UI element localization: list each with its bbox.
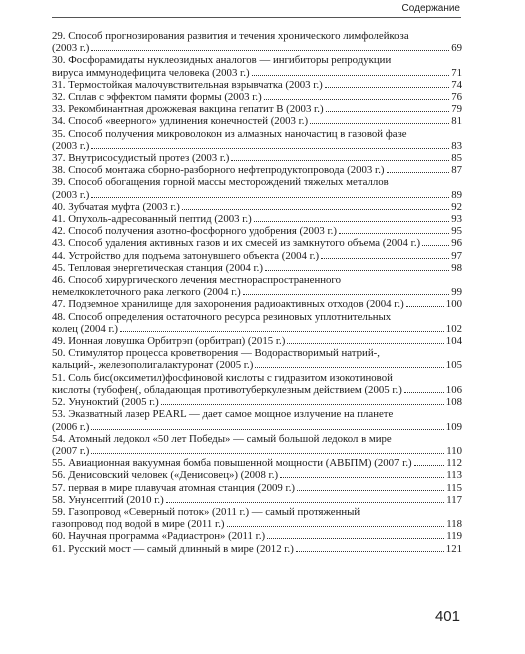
toc-entry-title-line: кальций-, железополигалактуронат (2005 г.) xyxy=(52,359,254,372)
toc-page-number: 100 xyxy=(445,298,462,311)
toc-page-number: 81 xyxy=(451,115,462,128)
running-header xyxy=(0,0,525,18)
dot-leader xyxy=(339,233,449,234)
toc-page-number: 98 xyxy=(451,261,462,274)
toc-entry[interactable] xyxy=(52,176,462,200)
toc-entry[interactable] xyxy=(52,79,462,91)
toc-entry[interactable] xyxy=(52,530,462,542)
toc-entry-title-line: 50. Стимулятор процесса кроветворения — Водорастворимый натрий-, xyxy=(52,347,380,360)
toc-entry-last-line xyxy=(52,323,462,335)
toc-entry[interactable] xyxy=(52,408,462,432)
toc-entry-title-line: немелкоклеточного рака легкого (2004 г.) xyxy=(52,286,241,299)
toc-entry-last-line xyxy=(52,67,462,79)
dot-leader xyxy=(243,294,449,295)
toc-entry[interactable] xyxy=(52,103,462,115)
toc-entry-title-line: (2006 г.) xyxy=(52,420,90,433)
toc-page-number: 69 xyxy=(451,42,462,55)
toc-entry-title-line: 55. Авиационная вакуумная бомба повышенной мощности (АВБПМ) (2007 г.) xyxy=(52,457,412,470)
toc-page-number: 89 xyxy=(451,188,462,201)
toc-page-number: 76 xyxy=(451,91,462,104)
toc-entry-title-line: 40. Зубчатая муфта (2003 г.) xyxy=(52,200,180,213)
toc-entry-last-line xyxy=(52,396,462,408)
dot-leader xyxy=(310,123,449,124)
toc-entry[interactable] xyxy=(52,30,462,54)
toc-entry-last-line xyxy=(52,164,462,176)
toc-entry[interactable] xyxy=(52,164,462,176)
toc-entry[interactable] xyxy=(52,469,462,481)
toc-entry-title-line: колец (2004 г.) xyxy=(52,322,119,335)
toc-entry[interactable] xyxy=(52,482,462,494)
toc-entry-title-line: 51. Соль бис(оксиметил)фосфиновой кислоты с гидразитом изокотиновой xyxy=(52,371,393,384)
toc-entry-last-line xyxy=(52,482,462,494)
toc-entry-last-line xyxy=(52,213,462,225)
toc-entry-title-line: (2003 г.) xyxy=(52,42,90,55)
toc-entry-title-line: 48. Способ определения остаточного ресурса резиновых уплотнительных xyxy=(52,310,392,323)
dot-leader xyxy=(227,526,445,527)
toc-entry-title-line: 39. Способ обогащения горной массы месторождений тяжелых металлов xyxy=(52,176,389,189)
dot-leader xyxy=(161,404,444,405)
page-number: 401 xyxy=(434,608,460,625)
toc-entry-title-line: 58. Унунсептий (2010 г.) xyxy=(52,493,164,506)
dot-leader xyxy=(287,343,443,344)
dot-leader xyxy=(255,367,443,368)
dot-leader xyxy=(91,148,449,149)
toc-entry-last-line xyxy=(52,140,462,152)
toc-entry-title-line: 45. Тепловая энергетическая станция (2004 г.) xyxy=(52,261,263,274)
toc-entry-last-line xyxy=(52,457,462,469)
toc-entry-last-line xyxy=(52,250,462,262)
toc-page-number: 79 xyxy=(451,103,462,116)
toc-entry[interactable] xyxy=(52,433,462,457)
toc-entry-last-line xyxy=(52,262,462,274)
dot-leader xyxy=(91,453,444,454)
toc-page-number: 108 xyxy=(445,396,462,409)
toc-entry-last-line xyxy=(52,201,462,213)
toc-entry-last-line xyxy=(52,103,462,115)
toc-entry[interactable] xyxy=(52,262,462,274)
toc-entry-last-line xyxy=(52,286,462,298)
dot-leader xyxy=(325,87,449,88)
toc-entry[interactable] xyxy=(52,250,462,262)
toc-entry[interactable] xyxy=(52,237,462,249)
toc-page-number: 105 xyxy=(445,359,462,372)
toc-entry[interactable] xyxy=(52,311,462,335)
dot-leader xyxy=(120,331,444,332)
toc-entry[interactable] xyxy=(52,152,462,164)
dot-leader xyxy=(166,502,444,503)
toc-entry-last-line xyxy=(52,79,462,91)
dot-leader xyxy=(231,160,449,161)
toc-entry-last-line xyxy=(52,152,462,164)
dot-leader xyxy=(321,258,449,259)
toc-entry-last-line xyxy=(52,225,462,237)
dot-leader xyxy=(280,477,444,478)
toc-entry-last-line xyxy=(52,91,462,103)
toc-entry-title-line: 32. Сплав с эффектом памяти формы (2003 г.) xyxy=(52,91,262,104)
toc-entry-last-line xyxy=(52,421,462,433)
toc-page-number: 117 xyxy=(446,493,462,506)
toc-entry-title-line: 44. Устройство для подъема затонувшего объекта (2004 г.) xyxy=(52,249,320,262)
dot-leader xyxy=(254,221,449,222)
toc-entry-title-line: 47. Подземное хранилище для захоронения радиоактивных отходов (2004 г.) xyxy=(52,298,404,311)
section-title: Содержание xyxy=(401,3,460,14)
toc-entry-last-line xyxy=(52,384,462,396)
toc-page-number: 112 xyxy=(446,457,462,470)
toc-entry-title-line: 37. Внутрисосудистый протез (2003 г.) xyxy=(52,152,230,165)
toc-entry-title-line: 38. Способ монтажа сборно-разборного нефтепродуктопровода (2003 г.) xyxy=(52,164,385,177)
toc-entry-last-line xyxy=(52,530,462,542)
toc-page-number: 93 xyxy=(451,213,462,226)
toc-entry-title-line: 57. первая в мире плавучая атомная станция (2009 г.) xyxy=(52,481,296,494)
toc-page-number: 85 xyxy=(451,152,462,165)
toc-entry-title-line: 59. Газопровод «Северный поток» (2011 г.) — самый протяженный xyxy=(52,505,361,518)
toc-page-number: 121 xyxy=(445,542,462,555)
toc-entry-last-line xyxy=(52,518,462,530)
toc-entry-title-line: (2003 г.) xyxy=(52,188,90,201)
dot-leader xyxy=(264,99,449,100)
toc-entry[interactable] xyxy=(52,225,462,237)
toc-page-number: 109 xyxy=(445,420,462,433)
toc-entry-title-line: 46. Способ хирургического лечения местнораспространенного xyxy=(52,274,341,287)
toc-page-number: 119 xyxy=(446,530,462,543)
table-of-contents xyxy=(52,30,462,555)
toc-page-number: 104 xyxy=(445,335,462,348)
toc-entry-last-line xyxy=(52,445,462,457)
toc-entry-title-line: 52. Унуноктий (2005 г.) xyxy=(52,396,159,409)
toc-entry-last-line xyxy=(52,469,462,481)
toc-entry-last-line xyxy=(52,494,462,506)
toc-entry[interactable] xyxy=(52,128,462,152)
toc-entry[interactable] xyxy=(52,494,462,506)
toc-entry-last-line xyxy=(52,237,462,249)
toc-entry[interactable] xyxy=(52,201,462,213)
toc-entry[interactable] xyxy=(52,298,462,310)
toc-entry-title-line: газопровод под водой в мире (2011 г.) xyxy=(52,518,225,531)
toc-page-number: 95 xyxy=(451,225,462,238)
toc-entry[interactable] xyxy=(52,274,462,298)
dot-leader xyxy=(404,392,444,393)
toc-entry-title-line: 29. Способ прогнозирования развития и течения хронического лимфолейкоза xyxy=(52,30,409,42)
toc-entry[interactable] xyxy=(52,372,462,396)
toc-entry[interactable] xyxy=(52,543,462,555)
toc-entry-title-line: (2003 г.) xyxy=(52,139,90,152)
dot-leader xyxy=(297,490,444,491)
toc-entry-title-line: кислоты (тубофен(, обладающая противотуберкулезным действием (2005 г.) xyxy=(52,383,402,396)
dot-leader xyxy=(267,538,444,539)
toc-entry[interactable] xyxy=(52,335,462,347)
toc-entry-title-line: 61. Русский мост — самый длинный в мире (2012 г.) xyxy=(52,542,294,555)
toc-page-number: 87 xyxy=(451,164,462,177)
dot-leader xyxy=(252,75,450,76)
toc-entry-title-line: 34. Способ «веерного» удлинения конечностей (2003 г.) xyxy=(52,115,309,128)
toc-entry[interactable] xyxy=(52,91,462,103)
toc-entry-title-line: 41. Опухоль-адресованный пептид (2003 г.) xyxy=(52,213,252,226)
toc-entry[interactable] xyxy=(52,54,462,78)
toc-entry-title-line: 42. Способ получения азотно-фосфорного удобрения (2003 г.) xyxy=(52,225,337,238)
toc-page-number: 110 xyxy=(446,444,462,457)
toc-page-number: 71 xyxy=(451,66,462,79)
dot-leader xyxy=(182,209,449,210)
toc-page-number: 96 xyxy=(451,237,462,250)
toc-page-number: 74 xyxy=(451,78,462,91)
toc-entry-last-line xyxy=(52,115,462,127)
toc-entry-title-line: 30. Фосфорамидаты нуклеозидных аналогов — ингибиторы репродукции xyxy=(52,54,392,67)
toc-entry-title-line: 43. Способ удаления активных газов и их смесей из замкнутого объема (2004 г.) xyxy=(52,237,421,250)
toc-entry-title-line: вируса иммунодефицита человека (2003 г.) xyxy=(52,66,250,79)
toc-entry[interactable] xyxy=(52,457,462,469)
toc-page-number: 115 xyxy=(446,481,462,494)
toc-entry[interactable] xyxy=(52,347,462,371)
dot-leader xyxy=(91,197,449,198)
toc-entry[interactable] xyxy=(52,213,462,225)
toc-page-number: 113 xyxy=(446,469,462,482)
toc-entry-title-line: 56. Денисовский человек («Денисовец») (2008 г.) xyxy=(52,469,279,482)
dot-leader xyxy=(422,245,449,246)
toc-entry-title-line: 49. Ионная ловушка Орбитрэп (орбитрап) (2015 г.) xyxy=(52,335,286,348)
toc-entry[interactable] xyxy=(52,115,462,127)
toc-entry[interactable] xyxy=(52,396,462,408)
toc-page-number: 102 xyxy=(445,322,462,335)
dot-leader xyxy=(296,551,444,552)
toc-entry-last-line xyxy=(52,335,462,347)
toc-entry-last-line xyxy=(52,543,462,555)
toc-entry-title-line: 33. Рекомбинантная дрожжевая вакцина гепатит В (2003 г.) xyxy=(52,103,324,116)
toc-entry-title-line: 35. Способ получения микроволокон из алмазных наночастиц в газовой фазе xyxy=(52,127,407,140)
toc-entry-title-line: (2007 г.) xyxy=(52,444,90,457)
toc-entry-title-line: 54. Атомный ледокол «50 лет Победы» — самый большой ледокол в мире xyxy=(52,432,392,445)
toc-entry-last-line xyxy=(52,42,462,54)
dot-leader xyxy=(387,172,450,173)
dot-leader xyxy=(265,270,449,271)
toc-entry-last-line xyxy=(52,359,462,371)
toc-entry-last-line xyxy=(52,189,462,201)
toc-page-number: 97 xyxy=(451,249,462,262)
toc-page-number: 92 xyxy=(451,200,462,213)
toc-page-number: 99 xyxy=(451,286,462,299)
toc-entry-title-line: 53. Эказватный лазер PEARL — дает самое мощное излучение на планете xyxy=(52,408,394,421)
toc-entry-last-line xyxy=(52,298,462,310)
toc-page-number: 83 xyxy=(451,139,462,152)
dot-leader xyxy=(414,465,445,466)
toc-page-number: 118 xyxy=(446,518,462,531)
dot-leader xyxy=(406,306,444,307)
dot-leader xyxy=(91,50,449,51)
dot-leader xyxy=(326,111,450,112)
dot-leader xyxy=(91,429,443,430)
toc-entry-title-line: 31. Термостойкая малочувствительная взрывчатка (2003 г.) xyxy=(52,78,323,91)
header-rule xyxy=(52,17,461,18)
toc-entry[interactable] xyxy=(52,506,462,530)
toc-page-number: 106 xyxy=(445,383,462,396)
toc-entry-title-line: 60. Научная программа «Радиастрон» (2011 г.) xyxy=(52,530,266,543)
